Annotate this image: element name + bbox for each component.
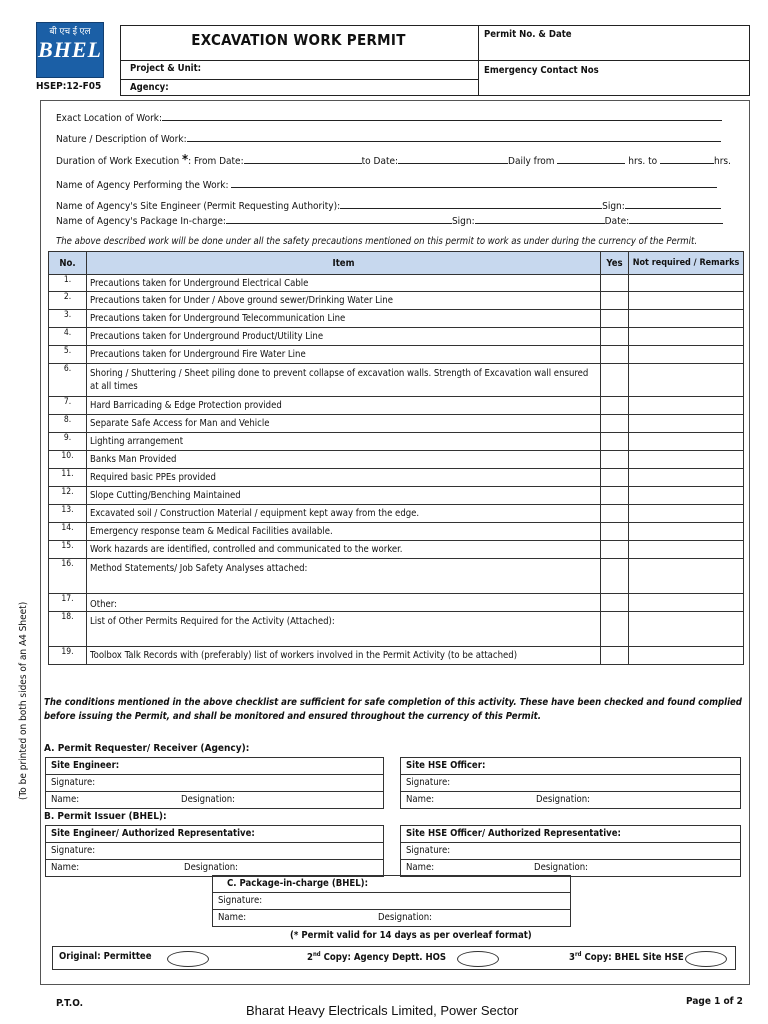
agency-name-field[interactable]: Name of Agency Performing the Work: — [56, 177, 717, 191]
name-field[interactable]: Name: Designation: — [51, 862, 239, 873]
yes-cell[interactable] — [601, 415, 629, 433]
location-field[interactable]: Exact Location of Work: — [56, 110, 722, 124]
table-row: 10. Banks Man Provided — [49, 451, 744, 469]
signature-field[interactable]: Signature: — [46, 843, 383, 860]
yes-cell[interactable] — [601, 487, 629, 505]
col-no: No. — [49, 252, 87, 275]
table-row: 5. Precautions taken for Underground Fire Water Line — [49, 346, 744, 364]
remarks-cell[interactable] — [629, 433, 744, 451]
page-title: EXCAVATION WORK PERMIT — [191, 31, 406, 49]
company-name: Bharat Heavy Electricals Limited, Power Sector — [246, 1003, 519, 1018]
logo-hindi-text: बी एच ई एल — [49, 26, 91, 36]
section-a-site-engineer-box — [45, 757, 384, 809]
remarks-cell[interactable] — [629, 541, 744, 559]
section-b-site-engineer-box — [45, 825, 384, 877]
table-row: 15. Work hazards are identified, controlled and communicated to the worker. — [49, 541, 744, 559]
name-field[interactable]: Name: Designation: — [51, 794, 236, 805]
yes-cell[interactable] — [601, 275, 629, 292]
copy-second-oval[interactable] — [457, 951, 499, 967]
remarks-cell[interactable] — [629, 415, 744, 433]
table-row: 11. Required basic PPEs provided — [49, 469, 744, 487]
copy-original-label: Original: Permittee — [59, 951, 152, 962]
package-incharge-field[interactable]: Name of Agency's Package In-charge: Sign: Date: — [56, 213, 723, 227]
agency-label: Agency: — [130, 82, 169, 93]
project-unit-label: Project & Unit: — [130, 63, 202, 74]
remarks-cell[interactable] — [629, 487, 744, 505]
yes-cell[interactable] — [601, 541, 629, 559]
copy-third-label: 3rd Copy: BHEL Site HSE — [569, 951, 684, 964]
remarks-cell[interactable] — [629, 523, 744, 541]
remarks-cell[interactable] — [629, 275, 744, 292]
remarks-cell[interactable] — [629, 612, 744, 647]
table-row: 17. Other: — [49, 594, 744, 612]
logo-brand-text: BHEL — [38, 37, 102, 62]
page-number: Page 1 of 2 — [686, 996, 743, 1007]
nature-field[interactable]: Nature / Description of Work: — [56, 131, 721, 145]
signature-field[interactable]: Signature: — [401, 843, 740, 860]
section-a-right-head: Site HSE Officer: — [401, 758, 740, 775]
signature-field[interactable]: Signature: — [46, 775, 383, 792]
name-field[interactable]: Name: Designation: — [218, 912, 433, 923]
yes-cell[interactable] — [601, 559, 629, 594]
copy-second-label: 2nd Copy: Agency Deptt. HOS — [307, 951, 447, 964]
remarks-cell[interactable] — [629, 505, 744, 523]
site-engineer-field[interactable]: Name of Agency's Site Engineer (Permit Requesting Authority): Sign: — [56, 198, 721, 212]
form-code: HSEP:12-F05 — [36, 81, 102, 92]
table-row: 18. List of Other Permits Required for the Activity (Attached): — [49, 612, 744, 647]
safety-note: The above described work will be done under all the safety precautions mentioned on this permit to work as under during the currency of the Permit. — [56, 236, 698, 247]
col-yes: Yes — [601, 252, 629, 275]
remarks-cell[interactable] — [629, 594, 744, 612]
signature-field[interactable]: Signature: — [213, 893, 570, 910]
side-note: (To be printed on both sides of an A4 Sheet) — [18, 601, 29, 800]
table-row: 4. Precautions taken for Underground Product/Utility Line — [49, 328, 744, 346]
section-a-left-head: Site Engineer: — [46, 758, 383, 775]
remarks-cell[interactable] — [629, 328, 744, 346]
table-row: 12. Slope Cutting/Benching Maintained — [49, 487, 744, 505]
yes-cell[interactable] — [601, 647, 629, 665]
section-a-title: A. Permit Requester/ Receiver (Agency): — [44, 743, 250, 754]
remarks-cell[interactable] — [629, 559, 744, 594]
yes-cell[interactable] — [601, 433, 629, 451]
signature-field[interactable]: Signature: — [401, 775, 740, 792]
table-row: 13. Excavated soil / Construction Material / equipment kept away from the edge. — [49, 505, 744, 523]
conditions-paragraph: The conditions mentioned in the above checklist are sufficient for safe completion of this activity. These have been checked and found complied before issuing the Permit, and shall be monitored and ensured throughout the currency of this Permit. — [44, 697, 742, 722]
yes-cell[interactable] — [601, 523, 629, 541]
remarks-cell[interactable] — [629, 469, 744, 487]
col-item: Item — [87, 252, 601, 275]
table-row: 3. Precautions taken for Underground Telecommunication Line — [49, 310, 744, 328]
copies-box — [52, 946, 736, 970]
section-b-right-head: Site HSE Officer/ Authorized Representative: — [401, 826, 740, 843]
yes-cell[interactable] — [601, 505, 629, 523]
emergency-contact-label: Emergency Contact Nos — [484, 65, 599, 76]
permit-no-date-label: Permit No. & Date — [484, 29, 572, 40]
bhel-logo — [36, 22, 104, 78]
yes-cell[interactable] — [601, 292, 629, 310]
remarks-cell[interactable] — [629, 310, 744, 328]
yes-cell[interactable] — [601, 612, 629, 647]
section-b-hse-officer-box — [400, 825, 741, 877]
name-field[interactable]: Name: Designation: — [406, 794, 591, 805]
table-row: 9. Lighting arrangement — [49, 433, 744, 451]
yes-cell[interactable] — [601, 397, 629, 415]
pto-label: P.T.O. — [56, 998, 84, 1009]
remarks-cell[interactable] — [629, 346, 744, 364]
section-a-hse-officer-box — [400, 757, 741, 809]
remarks-cell[interactable] — [629, 364, 744, 397]
yes-cell[interactable] — [601, 469, 629, 487]
yes-cell[interactable] — [601, 346, 629, 364]
remarks-cell[interactable] — [629, 292, 744, 310]
table-row: 14. Emergency response team & Medical Facilities available. — [49, 523, 744, 541]
copy-original-oval[interactable] — [167, 951, 209, 967]
remarks-cell[interactable] — [629, 451, 744, 469]
table-row: 7. Hard Barricading & Edge Protection provided — [49, 397, 744, 415]
table-row: 16. Method Statements/ Job Safety Analyses attached: — [49, 559, 744, 594]
section-c-box — [212, 875, 571, 927]
yes-cell[interactable] — [601, 451, 629, 469]
table-row: 19. Toolbox Talk Records with (preferably) list of workers involved in the Permit Activity (to be attached) — [49, 647, 744, 665]
name-field[interactable]: Name: Designation: — [406, 862, 589, 873]
section-b-title: B. Permit Issuer (BHEL): — [44, 811, 167, 822]
table-row: 8. Separate Safe Access for Man and Vehicle — [49, 415, 744, 433]
checklist-table — [48, 251, 744, 665]
section-b-left-head: Site Engineer/ Authorized Representative: — [46, 826, 383, 843]
table-row: 2. Precautions taken for Under / Above ground sewer/Drinking Water Line — [49, 292, 744, 310]
col-remarks: Not required / Remarks — [629, 252, 744, 275]
table-row: 6. Shoring / Shuttering / Sheet piling done to prevent collapse of excavation walls. Strength of Excavation wall ensured at all times — [49, 364, 744, 397]
yes-cell[interactable] — [601, 328, 629, 346]
copy-third-oval[interactable] — [685, 951, 727, 967]
remarks-cell[interactable] — [629, 397, 744, 415]
yes-cell[interactable] — [601, 310, 629, 328]
remarks-cell[interactable] — [629, 647, 744, 665]
validity-note: (* Permit valid for 14 days as per overleaf format) — [290, 930, 532, 941]
duration-field[interactable]: Duration of Work Execution *: From Date: to Date: Daily from hrs. to hrs. — [56, 153, 731, 168]
yes-cell[interactable] — [601, 594, 629, 612]
table-row: 1. Precautions taken for Underground Electrical Cable — [49, 275, 744, 292]
section-c-title: C. Package-in-charge (BHEL): — [213, 876, 570, 893]
yes-cell[interactable] — [601, 364, 629, 397]
